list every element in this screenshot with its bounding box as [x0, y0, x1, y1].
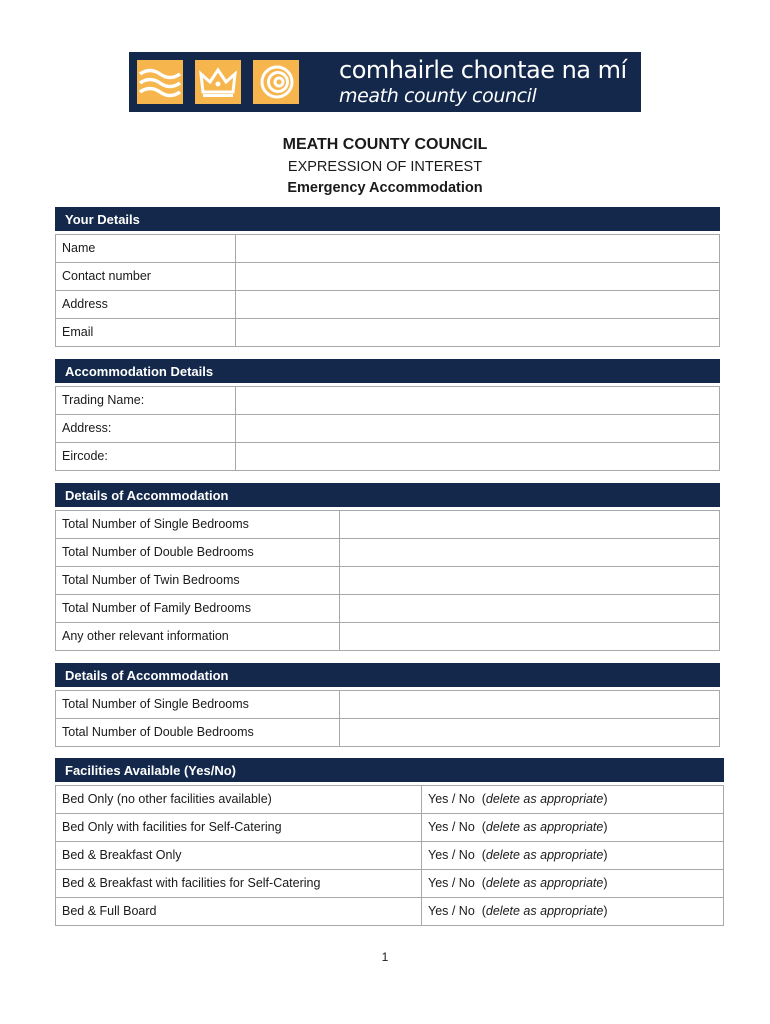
field-label: Total Number of Double Bedrooms: [56, 539, 340, 566]
table-row: [56, 442, 719, 470]
yes-no-field[interactable]: Yes / No (delete as appropriate): [428, 792, 608, 806]
council-logo-banner: [129, 52, 641, 112]
facilities-section: [55, 758, 724, 926]
bedrooms-table: [55, 510, 720, 651]
section-heading: Accommodation Details: [55, 359, 720, 383]
yes-no-field[interactable]: Yes / No (delete as appropriate): [428, 876, 608, 890]
single-bedrooms-field[interactable]: [340, 511, 719, 538]
field-label: Email: [56, 319, 236, 346]
email-field[interactable]: [236, 319, 719, 346]
form-name: Emergency Accommodation: [287, 180, 483, 196]
field-label: Name: [56, 235, 236, 262]
delete-note: delete as appropriate: [485, 848, 604, 862]
twin-bedrooms-field[interactable]: [340, 567, 719, 594]
facilities-table: [55, 785, 724, 926]
facility-label: Bed & Breakfast with facilities for Self-Catering: [56, 870, 422, 897]
section-heading: Facilities Available (Yes/No): [55, 758, 724, 782]
logo-text-irish: comhairle chontae na mí: [339, 56, 627, 84]
waves-icon: [137, 60, 183, 104]
table-row: [56, 786, 723, 813]
document-subtitle: EXPRESSION OF INTEREST: [287, 159, 483, 175]
table-row: [56, 235, 719, 262]
yes-no-field[interactable]: Yes / No (delete as appropriate): [428, 820, 608, 834]
table-row: [56, 318, 719, 346]
table-row: [56, 290, 719, 318]
name-field[interactable]: [236, 235, 719, 262]
field-label: Eircode:: [56, 443, 236, 470]
table-row: [56, 869, 723, 897]
section-heading: Details of Accommodation: [55, 663, 720, 687]
details-of-accommodation-section: [55, 483, 720, 651]
field-label: Total Number of Single Bedrooms: [56, 691, 340, 718]
bedrooms-table-2: [55, 690, 720, 747]
table-row: [56, 718, 719, 746]
section-heading: Your Details: [55, 207, 720, 231]
eircode-field[interactable]: [236, 443, 719, 470]
facility-label: Bed Only with facilities for Self-Catering: [56, 814, 422, 841]
trading-name-field[interactable]: [236, 387, 719, 414]
field-label: Contact number: [56, 263, 236, 290]
single-bedrooms-field-2[interactable]: [340, 691, 719, 718]
your-details-table: [55, 234, 720, 347]
table-row: [56, 897, 723, 925]
delete-note: delete as appropriate: [485, 792, 604, 806]
page-number: 1: [381, 950, 389, 964]
facility-label: Bed Only (no other facilities available): [56, 786, 422, 813]
accommodation-details-section: [55, 359, 720, 471]
other-information-field[interactable]: [340, 623, 719, 650]
logo-text-english: meath county council: [339, 85, 537, 107]
yes-no-text: Yes / No: [428, 904, 475, 918]
section-heading: Details of Accommodation: [55, 483, 720, 507]
spiral-icon: [253, 60, 299, 104]
table-row: [56, 594, 719, 622]
crown-icon: [195, 60, 241, 104]
yes-no-text: Yes / No: [428, 848, 475, 862]
delete-note: delete as appropriate: [485, 904, 604, 918]
table-row: [56, 414, 719, 442]
table-row: [56, 511, 719, 538]
delete-note: delete as appropriate: [485, 820, 604, 834]
document-title: MEATH COUNTY COUNCIL: [282, 136, 488, 153]
accommodation-address-field[interactable]: [236, 415, 719, 442]
table-row: [56, 387, 719, 414]
details-of-accommodation-section-2: [55, 663, 720, 747]
yes-no-text: Yes / No: [428, 820, 475, 834]
facility-label: Bed & Breakfast Only: [56, 842, 422, 869]
field-label: Any other relevant information: [56, 623, 340, 650]
yes-no-field[interactable]: Yes / No (delete as appropriate): [428, 904, 608, 918]
table-row: [56, 622, 719, 650]
yes-no-text: Yes / No: [428, 876, 475, 890]
table-row: [56, 262, 719, 290]
field-label: Total Number of Twin Bedrooms: [56, 567, 340, 594]
field-label: Total Number of Family Bedrooms: [56, 595, 340, 622]
table-row: [56, 538, 719, 566]
table-row: [56, 566, 719, 594]
table-row: [56, 841, 723, 869]
contact-number-field[interactable]: [236, 263, 719, 290]
yes-no-field[interactable]: Yes / No (delete as appropriate): [428, 848, 608, 862]
field-label: Address:: [56, 415, 236, 442]
accommodation-details-table: [55, 386, 720, 471]
field-label: Trading Name:: [56, 387, 236, 414]
field-label: Address: [56, 291, 236, 318]
table-row: [56, 691, 719, 718]
field-label: Total Number of Single Bedrooms: [56, 511, 340, 538]
delete-note: delete as appropriate: [485, 876, 604, 890]
family-bedrooms-field[interactable]: [340, 595, 719, 622]
double-bedrooms-field[interactable]: [340, 539, 719, 566]
facility-label: Bed & Full Board: [56, 898, 422, 925]
yes-no-text: Yes / No: [428, 792, 475, 806]
field-label: Total Number of Double Bedrooms: [56, 719, 340, 746]
address-field[interactable]: [236, 291, 719, 318]
double-bedrooms-field-2[interactable]: [340, 719, 719, 746]
table-row: [56, 813, 723, 841]
your-details-section: [55, 207, 720, 347]
